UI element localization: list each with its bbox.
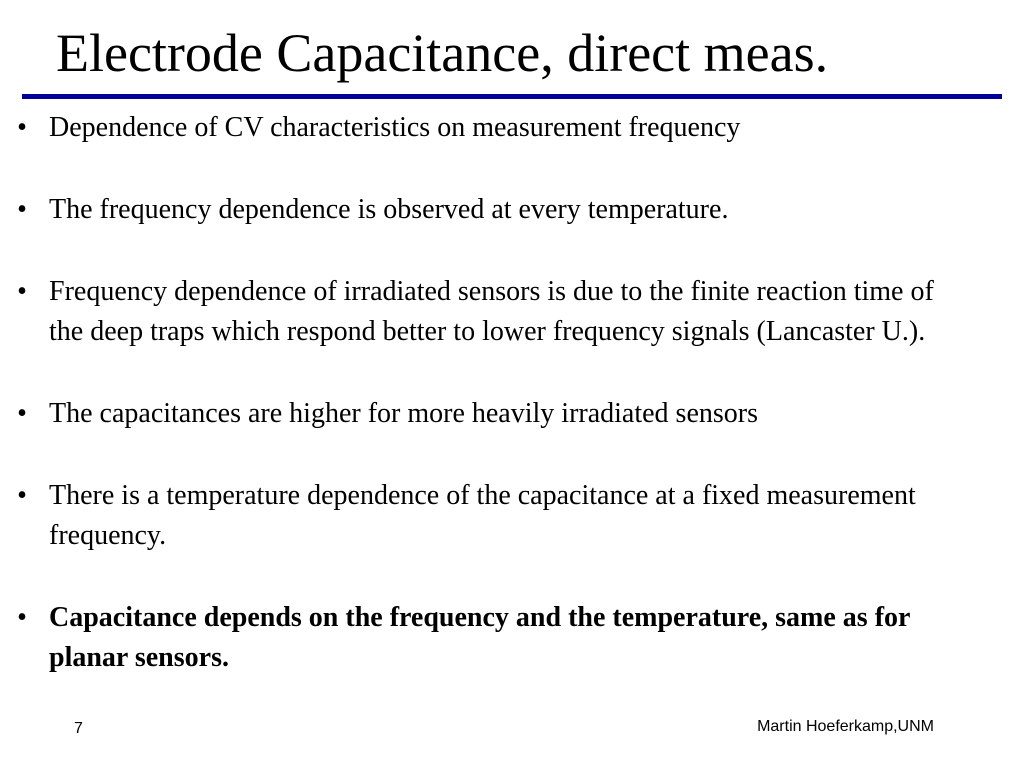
slide-title: Electrode Capacitance, direct meas.: [56, 23, 829, 83]
bullet-icon: •: [17, 480, 27, 511]
bullet-item-conclusion: [12, 598, 972, 678]
bullet-icon: •: [17, 398, 27, 429]
bullet-item: [12, 272, 972, 352]
title-underline: [22, 94, 1002, 99]
bullet-text: Dependence of CV characteristics on measurement frequency: [49, 112, 741, 143]
bullet-item: [12, 476, 972, 556]
bullet-text: Frequency dependence of irradiated sensors is due to the finite reaction time of the deep traps which respond better to lower frequency signals (Lancaster U.).: [49, 276, 934, 347]
page-number: 7: [74, 720, 83, 737]
bullet-item: [12, 394, 972, 434]
bullet-item: [12, 108, 972, 148]
bullet-text: There is a temperature dependence of the capacitance at a fixed measurement frequency.: [49, 480, 916, 551]
bullet-text: Capacitance depends on the frequency and the temperature, same as for planar sensors.: [49, 602, 910, 673]
footer-author: Martin Hoeferkamp,UNM: [757, 718, 934, 735]
bullet-icon: •: [17, 276, 27, 307]
bullet-list: [12, 108, 972, 678]
bullet-text: The capacitances are higher for more heavily irradiated sensors: [49, 398, 758, 429]
bullet-text: The frequency dependence is observed at every temperature.: [49, 194, 729, 225]
bullet-icon: •: [17, 602, 27, 633]
bullet-icon: •: [17, 112, 27, 143]
bullet-icon: •: [17, 194, 27, 225]
bullet-item: [12, 190, 972, 230]
